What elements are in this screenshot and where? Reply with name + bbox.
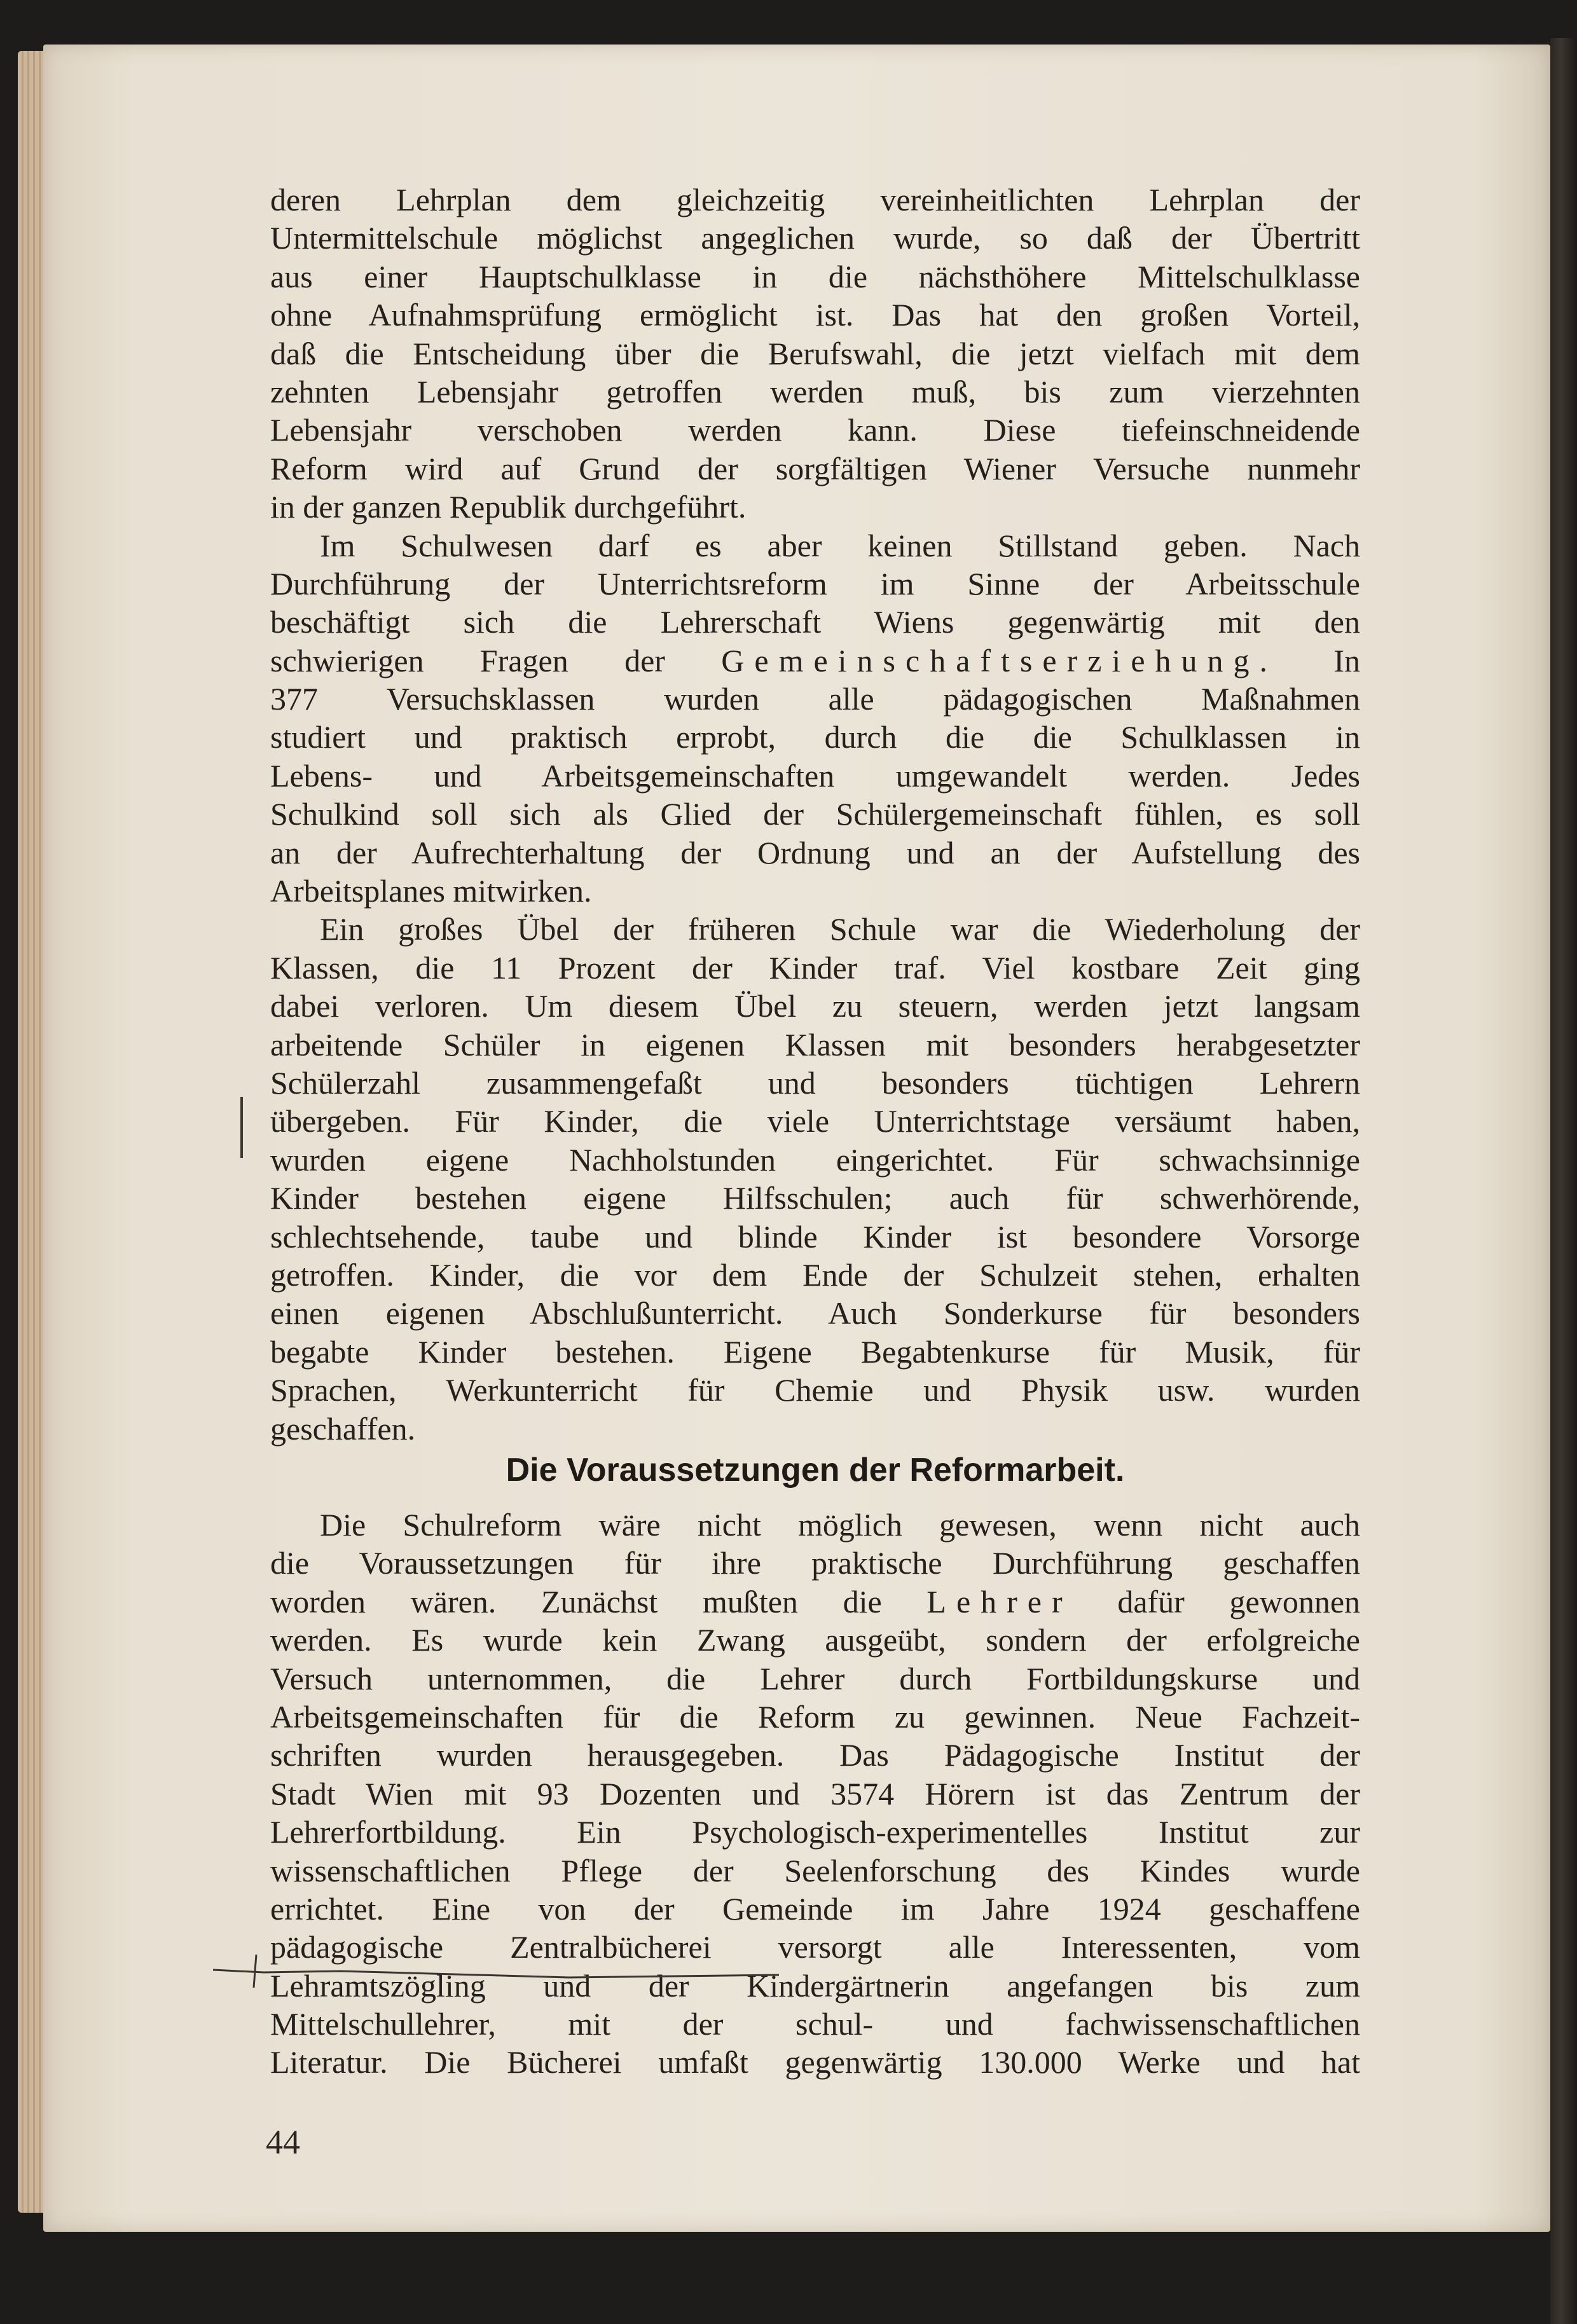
text-line: schlechtsehende, taube und blinde Kinder ist besondere Vorsorge [270, 1218, 1360, 1255]
text-line: Lebens- und Arbeitsgemeinschaften umgewandelt werden. Jedes [270, 757, 1360, 794]
spaced-term: Gemeinschaftserziehung. [721, 642, 1278, 678]
spaced-term: Lehrer [926, 1583, 1073, 1619]
text-line: Untermittelschule möglichst angeglichen wurde, so daß der Übertritt [270, 220, 1360, 256]
text-line: studiert und praktisch erprobt, durch die die Schulklassen in [270, 719, 1360, 755]
text-line: Arbeitsplanes mitwirken. [270, 873, 592, 909]
text-line: 377 Versuchsklassen wurden alle pädagogischen Maßnahmen [270, 681, 1360, 717]
text-line: Mittelschullehrer, mit der schul- und fachwissenschaftlichen [270, 2006, 1360, 2042]
text-line: wissenschaftlichen Pflege der Seelenforschung des Kindes wurde [270, 1852, 1360, 1888]
text-line: daß die Entscheidung über die Berufswahl, die jetzt vielfach mit dem [270, 335, 1360, 371]
text-line: Sprachen, Werkunterricht für Chemie und Physik usw. wurden [270, 1372, 1360, 1408]
text-line: Im Schulwesen darf es aber keinen Stillstand geben. Nach [320, 527, 1360, 563]
text-line: Stadt Wien mit 93 Dozenten und 3574 Hörern ist das Zentrum der [270, 1775, 1360, 1812]
page-number: 44 [266, 2123, 300, 2161]
text-line: beschäftigt sich die Lehrerschaft Wiens gegenwärtig mit den [270, 604, 1360, 640]
pencil-annotation-mark [213, 1952, 779, 1990]
text-line: deren Lehrplan dem gleichzeitig vereinheitlichten Lehrplan der [270, 182, 1360, 217]
text-line: Arbeitsgemeinschaften für die Reform zu gewinnen. Neue Fachzeit- [270, 1698, 1360, 1735]
text-line: Reform wird auf Grund der sorgfältigen Wiener Versuche nunmehr [270, 450, 1360, 486]
text-line: übergeben. Für Kinder, die viele Unterrichtstage versäumt haben, [270, 1103, 1360, 1139]
body-text-top [270, 181, 1360, 1448]
text-line: geschaffen. [270, 1410, 416, 1447]
text-line: Ein großes Übel der früheren Schule war die Wiederholung der [320, 911, 1360, 947]
text-line: in der ganzen Republik durchgeführt. [270, 489, 747, 525]
text-fragment: In [1333, 642, 1361, 678]
text-line: zehnten Lebensjahr getroffen werden muß, bis zum vierzehnten [270, 373, 1360, 409]
text-line: ohne Aufnahmsprüfung ermöglicht ist. Das hat den großen Vorteil, [270, 297, 1360, 333]
text-fragment: dafür gewonnen [1117, 1583, 1361, 1619]
text-line: getroffen. Kinder, die vor dem Ende der Schulzeit stehen, erhalten [270, 1256, 1360, 1293]
text-fragment: worden wären. Zunächst mußten die [270, 1583, 882, 1619]
section-heading: Die Voraussetzungen der Reformarbeit. [506, 1452, 1125, 1489]
text-line: Schulkind soll sich als Glied der Schülergemeinschaft fühlen, es soll [270, 796, 1360, 832]
pencil-margin-mark [240, 1097, 243, 1158]
text-line-with-spaced-term [270, 1583, 1360, 1621]
text-line: Durchführung der Unterrichtsreform im Sinne der Arbeitsschule [270, 565, 1360, 602]
text-line: begabte Kinder bestehen. Eigene Begabtenkurse für Musik, für [270, 1333, 1360, 1370]
text-line: errichtet. Eine von der Gemeinde im Jahre 1924 geschaffene [270, 1890, 1360, 1927]
text-fragment: schwierigen Fragen der [270, 642, 665, 678]
text-line: Versuch unternommen, die Lehrer durch Fortbildungskurse und [270, 1660, 1360, 1696]
text-line: dabei verloren. Um diesem Übel zu steuern, werden jetzt langsam [270, 988, 1360, 1024]
text-line: Lehramtszögling und der Kindergärtnerin angefangen bis zum [270, 1967, 1360, 2004]
body-text-bottom [270, 1506, 1360, 2082]
text-line: schriften wurden herausgegeben. Das Pädagogische Institut der [270, 1737, 1360, 1773]
binding-shadow [1550, 38, 1577, 2324]
text-line: Klassen, die 11 Prozent der Kinder traf. Viel kostbare Zeit ging [270, 949, 1360, 986]
text-line: arbeitende Schüler in eigenen Klassen mit besonders herabgesetzter [270, 1026, 1360, 1062]
text-line: an der Aufrechterhaltung der Ordnung und an der Aufstellung des [270, 834, 1360, 870]
text-line: werden. Es wurde kein Zwang ausgeübt, sondern der erfolgreiche [270, 1622, 1360, 1658]
text-line: einen eigenen Abschlußunterricht. Auch Sonderkurse für besonders [270, 1295, 1360, 1331]
text-line: Die Schulreform wäre nicht möglich gewesen, wenn nicht auch [320, 1507, 1360, 1543]
text-line: Kinder bestehen eigene Hilfsschulen; auch für schwerhörende, [270, 1180, 1360, 1216]
text-line: Schülerzahl zusammengefaßt und besonders tüchtigen Lehrern [270, 1064, 1360, 1101]
text-line-with-spaced-term [270, 642, 1360, 680]
text-line: Lehrerfortbildung. Ein Psychologisch-experimentelles Institut zur [270, 1814, 1360, 1850]
text-line: pädagogische Zentralbücherei versorgt alle Interessenten, vom [270, 1929, 1360, 1965]
text-line: Literatur. Die Bücherei umfaßt gegenwärtig 130.000 Werke und hat [270, 2044, 1360, 2080]
text-line: wurden eigene Nachholstunden eingerichtet. Für schwachsinnige [270, 1141, 1360, 1178]
text-line: Lebensjahr verschoben werden kann. Diese tiefeinschneidende [270, 412, 1360, 448]
text-line: die Voraussetzungen für ihre praktische Durchführung geschaffen [270, 1545, 1360, 1581]
text-line: aus einer Hauptschulklasse in die nächsthöhere Mittelschulklasse [270, 258, 1360, 294]
